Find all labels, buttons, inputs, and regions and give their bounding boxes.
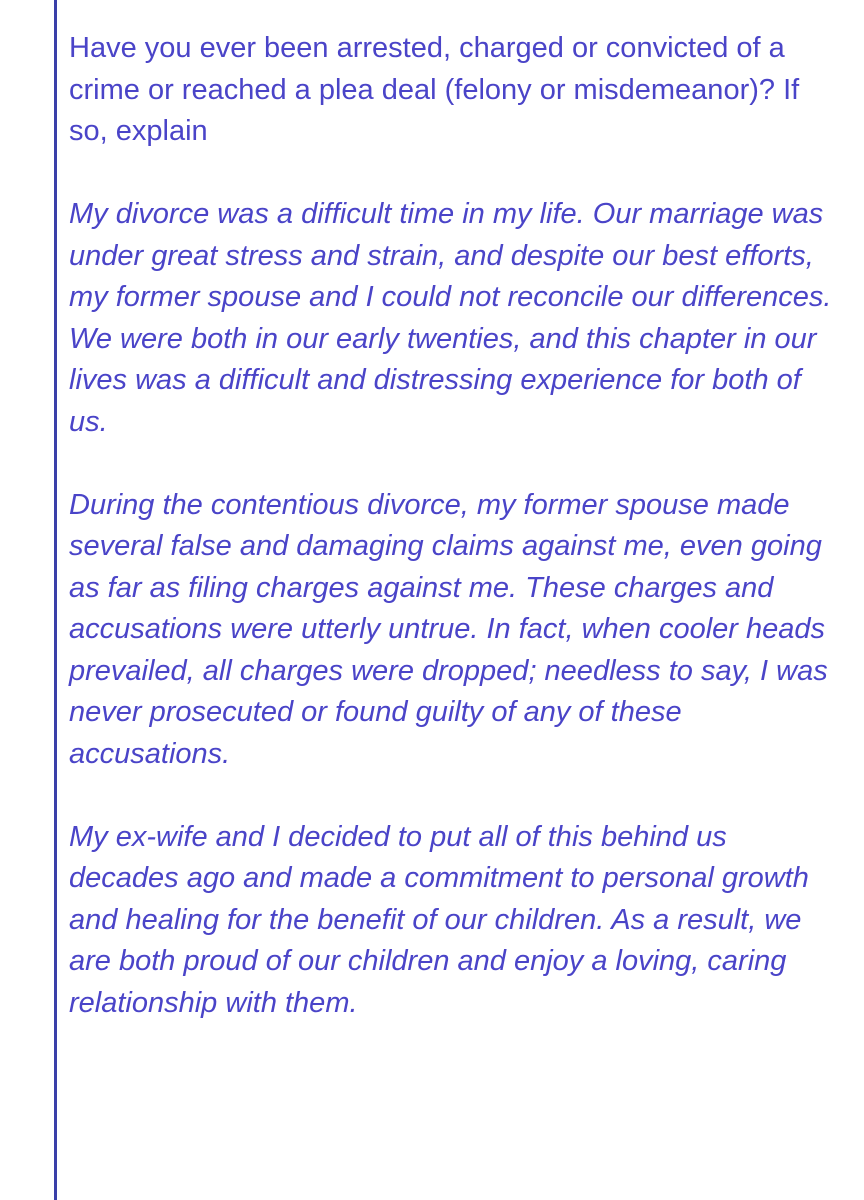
- questionnaire-entry: [69, 28, 839, 1024]
- left-border-rule: [54, 0, 57, 1200]
- answer-paragraph-3: My ex-wife and I decided to put all of this behind us decades ago and made a commitment to personal growth and healing for the benefit of our children. As a result, we are both proud of our children and enjoy a loving, caring relationship with them.: [69, 820, 809, 1019]
- answer-paragraph-1: My divorce was a difficult time in my life. Our marriage was under great stress and strain, and despite our best efforts, my former spouse and I could not reconcile our differences. We were both in our early twenties, and this chapter in our lives was a difficult and distressing experience for both of us.: [69, 198, 832, 438]
- question-text: Have you ever been arrested, charged or convicted of a crime or reached a plea deal (felony or misdemeanor)? If so, explain: [69, 32, 800, 147]
- answer-paragraph-2: During the contentious divorce, my former spouse made several false and damaging claims against me, even going as far as filing charges against me. These charges and accusations were utterly untrue. In fact, when cooler heads prevailed, all charges were dropped; needless to say, I was never prosecuted or found guilty of any of these accusations.: [69, 488, 828, 770]
